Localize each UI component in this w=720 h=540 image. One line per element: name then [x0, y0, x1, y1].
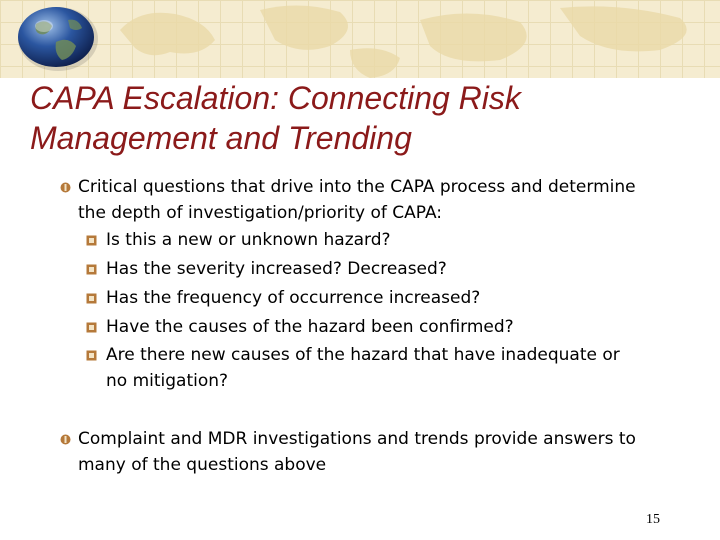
bullet-item-1 [56, 174, 668, 226]
square-bullet-icon [86, 322, 97, 333]
square-bullet-icon [86, 350, 97, 361]
spacer [56, 394, 676, 426]
sub-bullet-text: Are there new causes of the hazard that have inadequate or no mitigation? [106, 345, 620, 391]
bullet-text: Critical questions that drive into the CAPA process and determine the depth of investigation/priority of CAPA: [78, 177, 636, 223]
sub-bullet-item [56, 255, 626, 284]
circle-bullet-icon [60, 182, 71, 193]
sub-bullet-item [56, 284, 626, 313]
bullet-item-2 [56, 426, 668, 478]
sub-bullet-text: Has the severity increased? Decreased? [106, 259, 447, 279]
square-bullet-icon [86, 235, 97, 246]
square-bullet-icon [86, 264, 97, 275]
sub-bullet-item [56, 313, 626, 342]
sub-bullet-list [56, 226, 676, 394]
circle-bullet-icon [60, 434, 71, 445]
sub-bullet-text: Have the causes of the hazard been confirmed? [106, 317, 514, 337]
world-map-decoration [0, 0, 720, 78]
sub-bullet-text: Has the frequency of occurrence increased? [106, 288, 481, 308]
page-number: 15 [646, 512, 660, 527]
globe-icon [16, 6, 100, 72]
header-band [0, 0, 720, 78]
slide-title: CAPA Escalation: Connecting Risk Management and Trending [30, 80, 521, 156]
sub-bullet-item [56, 342, 626, 394]
bullet-list [56, 174, 676, 478]
bullet-text: Complaint and MDR investigations and trends provide answers to many of the questions above [78, 429, 636, 475]
square-bullet-icon [86, 293, 97, 304]
sub-bullet-text: Is this a new or unknown hazard? [106, 230, 391, 250]
sub-bullet-item [56, 226, 626, 255]
